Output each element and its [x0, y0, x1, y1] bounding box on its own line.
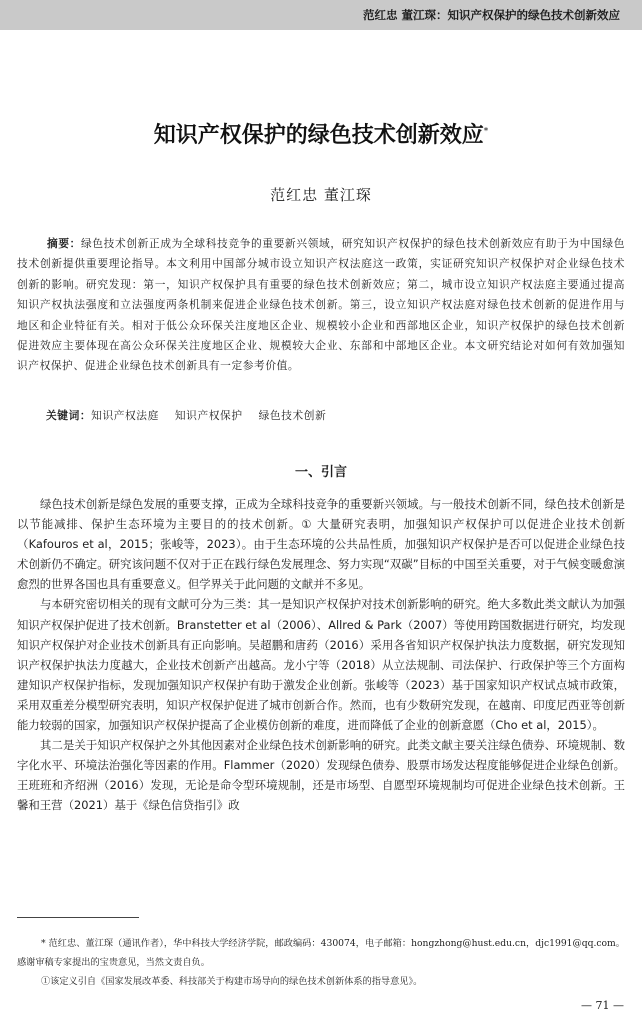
abstract [17, 234, 625, 377]
paragraph: 其二是关于知识产权保护之外其他因素对企业绿色技术创新影响的研究。此类文献主要关注绿色债券、环境规制、数字化水平、环境法治强化等因素的作用。Flammer（2020）发现绿色债券、股票市场发达程度能够促进企业绿色创新。王班班和齐绍洲（2016）发现，无论是命令型环境规制，还是市场型、自愿型环境规制均可促进企业绿色技术创新。王馨和王营（2021）基于《绿色信贷指引》政 [17, 738, 625, 813]
abstract-text: 绿色技术创新正成为全球科技竞争的重要新兴领域，研究知识产权保护的绿色技术创新效应有助于为中国绿色技术创新提供重要理论指导。本文利用中国部分城市设立知识产权法庭这一政策，实证研究知识产权保护对企业绿色技术创新的影响。研究发现：第一，知识产权保护具有重要的绿色技术创新效应；第二，城市设立知识产权法庭主要通过提高知识产权执法强度和立法强度两条机制来促进企业绿色技术创新。第三，设立知识产权法庭对绿色技术创新的促进作用与地区和企业特征有关。相对于低公众环保关注度地区企业、规模较小企业和西部地区企业，知识产权保护的绿色技术创新促进效应主要体现在高公众环保关注度地区企业、规模较大企业、东部和中部地区企业。本文研究结论对如何有效加强知识产权保护、促进企业绿色技术创新具有一定参考价值。 [17, 237, 625, 373]
keywords-label: 关键词： [46, 409, 92, 422]
keyword-item: 知识产权保护 [174, 409, 243, 422]
article-title-text: 知识产权保护的绿色技术创新效应 [153, 123, 484, 148]
keyword-item: 绿色技术创新 [258, 409, 327, 422]
running-title: 范红忠 董江琛：知识产权保护的绿色技术创新效应 [362, 8, 620, 22]
running-header [0, 0, 642, 30]
paragraph: 绿色技术创新是绿色发展的重要支撑，正成为全球科技竞争的重要新兴领域。与一般技术创新不同，绿色技术创新是以节能减排、保护生态环境为主要目的的技术创新。① 大量研究表明，加强知识产权保护可以促进企业技术创新（Kafouros et al，2015；张峻等，2023）。由于生态环境的公共品性质，加强知识产权保护是否可以促进企业绿色技术创新仍不确定。研究该问题不仅对于正在践行绿色发展理念、努力实现“双碳”目标的中国至关重要，对于气候变暖愈演愈烈的世界各国也具有重要意义。但学界关于此问题的文献并不多见。 [17, 497, 625, 592]
abstract-label: 摘要： [47, 237, 82, 250]
body-text [17, 494, 625, 816]
keyword-item: 知识产权法庭 [91, 409, 159, 422]
paragraph: 与本研究密切相关的现有文献可分为三类：其一是知识产权保护对技术创新影响的研究。绝大多数此类文献认为加强知识产权保护促进了技术创新。Branstetter et al（2006）、Allred & Park（2007）等使用跨国数据进行研究，均发现知识产权保护对企业技术创新具有正向影响。吴超鹏和唐药（2016）采用各省知识产权保护执法力度数据，研究发现知识产权保护执法力度越大，企业技术创新产出越高。龙小宁等（2018）从立法规制、司法保护、行政保护等三个方面构建知识产权保护指标，发现加强知识产权保护有助于激发企业创新。张峻等（2023）基于国家知识产权试点城市政策，采用双重差分模型研究表明，知识产权保护促进了城市创新合作。然而，也有少数研究发现，在越南、印度尼西亚等创新能力较弱的国家，加强知识产权保护提高了企业模仿创新的难度，进而降低了企业的创新意愿（Cho et al，2015）。 [17, 597, 625, 733]
keywords [46, 408, 342, 423]
footnote-divider [17, 917, 139, 918]
footnote: ①该定义引自《国家发展改革委、科技部关于构建市场导向的绿色技术创新体系的指导意见》。 [41, 976, 423, 987]
title-footnote-marker: * [483, 126, 489, 137]
section-heading: 一、引言 [294, 465, 347, 480]
page-number: — 71 — [581, 999, 624, 1012]
footnotes [17, 934, 625, 991]
article-title [0, 118, 642, 149]
author-line: 范红忠 董江琛 [270, 186, 372, 204]
footnote: * 范红忠、董江琛（通讯作者），华中科技大学经济学院，邮政编码：430074，电子邮箱：hongzhong@hust.edu.cn，djc1991@qq.com。感谢审稿专家提出的宝贵意见，当然文责自负。 [17, 938, 625, 968]
